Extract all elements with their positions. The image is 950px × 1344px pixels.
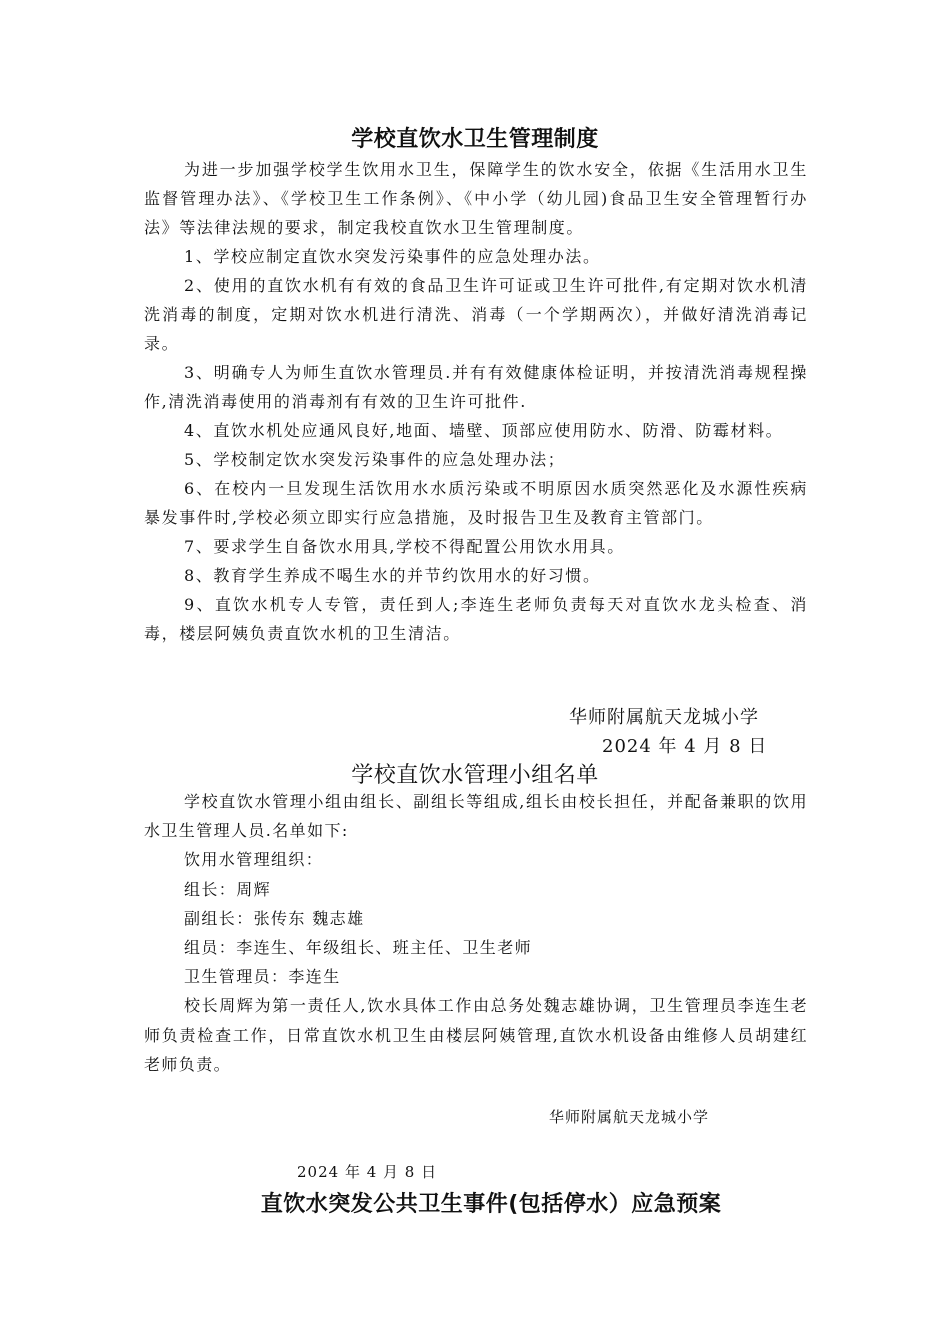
doc2-paragraph: 卫生管理员：李连生 bbox=[184, 967, 341, 987]
doc1-signature-date: 2024 年 4 月 8 日 bbox=[602, 736, 768, 757]
doc2-paragraph: 校长周辉为第一责任人,饮水具体工作由总务处魏志雄协调，卫生管理员李连生老师负责检查工作，日常直饮水机卫生由楼层阿姨管理,直饮水机设备由维修人员胡建红老师负责。 bbox=[144, 996, 808, 1074]
doc1-paragraph: 为进一步加强学校学生饮用水卫生，保障学生的饮水安全，依据《生活用水卫生监督管理办法》、《学校卫生工作条例》、《中小学（幼儿园)食品卫生安全管理暂行办法》等法律法规的要求，制定我校直饮水卫生管理制度。 bbox=[144, 160, 808, 237]
doc1-paragraph: 7、要求学生自备饮水用具,学校不得配置公用饮水用具。 bbox=[184, 537, 625, 556]
doc2-paragraph: 学校直饮水管理小组由组长、副组长等组成,组长由校长担任，并配备兼职的饮用水卫生管理人员.名单如下: bbox=[144, 792, 808, 841]
doc1-signature-school: 华师附属航天龙城小学 bbox=[569, 707, 759, 728]
doc1-paragraph: 4、直饮水机处应通风良好,地面、墙壁、顶部应使用防水、防滑、防霉材料。 bbox=[184, 421, 784, 440]
doc2-paragraph: 组长：周辉 bbox=[184, 879, 272, 899]
doc2-paragraph: 副组长：张传东 魏志雄 bbox=[184, 908, 365, 928]
doc1-paragraph: 9、直饮水机专人专管，责任到人;李连生老师负责每天对直饮水龙头检查、消毒，楼层阿姨负责直饮水机的卫生清洁。 bbox=[144, 595, 808, 643]
doc1-paragraph: 8、教育学生养成不喝生水的并节约饮用水的好习惯。 bbox=[184, 566, 601, 585]
doc2-signature-school: 华师附属航天龙城小学 bbox=[549, 1108, 710, 1126]
doc1-paragraph: 1、学校应制定直饮水突发污染事件的应急处理办法。 bbox=[184, 247, 601, 266]
doc2-title: 学校直饮水管理小组名单 bbox=[351, 763, 599, 788]
doc3-title: 直饮水突发公共卫生事件(包括停水）应急预案 bbox=[260, 1192, 722, 1217]
doc1-title: 学校直饮水卫生管理制度 bbox=[351, 127, 599, 152]
doc2-signature-date: 2024 年 4 月 8 日 bbox=[297, 1163, 438, 1181]
doc2-paragraph: 饮用水管理组织： bbox=[184, 850, 324, 870]
doc2-paragraph: 组员：李连生、年级组长、班主任、卫生老师 bbox=[184, 938, 533, 958]
doc1-paragraph: 2、使用的直饮水机有有效的食品卫生许可证或卫生许可批件,有定期对饮水机清洗消毒的制度，定期对饮水机进行清洗、消毒（一个学期两次），并做好清洗消毒记录。 bbox=[144, 276, 808, 353]
doc1-paragraph: 6、在校内一旦发现生活饮用水水质污染或不明原因水质突然恶化及水源性疾病暴发事件时,学校必须立即实行应急措施，及时报告卫生及教育主管部门。 bbox=[144, 479, 808, 527]
doc1-paragraph: 3、明确专人为师生直饮水管理员.并有有效健康体检证明，并按清洗消毒规程操作,清洗消毒使用的消毒剂有有效的卫生许可批件. bbox=[144, 363, 808, 411]
doc2-body bbox=[144, 787, 808, 1079]
doc1-paragraph: 5、学校制定饮水突发污染事件的应急处理办法； bbox=[184, 450, 566, 469]
doc1-body bbox=[144, 155, 808, 648]
